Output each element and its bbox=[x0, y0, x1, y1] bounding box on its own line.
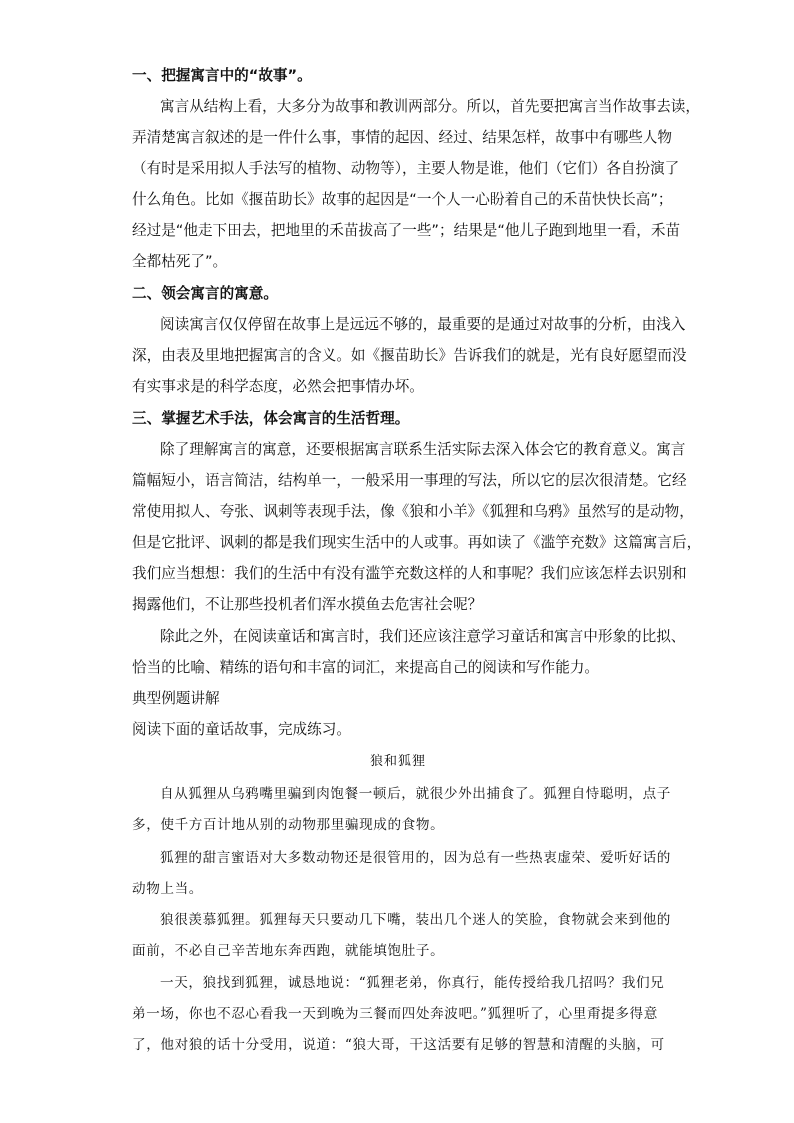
paragraph-line: 全都枯死了”。 bbox=[132, 253, 228, 270]
paragraph-line: 我们应当想想：我们的生活中有没有滥竽充数这样的人和事呢？我们应该怎样去识别和 bbox=[132, 565, 687, 582]
paragraph-line: 有实事求是的科学态度，必然会把事情办坏。 bbox=[132, 378, 424, 395]
section-heading-1: 一、把握寓言中的“故事”。 bbox=[132, 67, 312, 84]
story-line: 自从狐狸从乌鸦嘴里骗到肉饱餐一顿后，就很少外出捕食了。狐狸自恃聪明，点子 bbox=[160, 786, 671, 802]
section-heading-2: 二、领会寓言的寓意。 bbox=[132, 285, 278, 302]
paragraph-line: 但是它批评、讽刺的都是我们现实生活中的人或事。再如读了《滥竽充数》这篇寓言后， bbox=[132, 534, 702, 551]
paragraph-line: 除此之外，在阅读童话和寓言时，我们还应该注意学习童话和寓言中形象的比拟、 bbox=[160, 628, 686, 645]
instruction-text: 阅读下面的童话故事，完成练习。 bbox=[132, 721, 351, 738]
section-heading-3: 三、掌握艺术手法，体会寓言的生活哲理。 bbox=[132, 410, 410, 427]
story-line: 了，他对狼的话十分受用，说道：“狼大哥，干这活要有足够的智慧和清醒的头脑，可 bbox=[132, 1037, 665, 1053]
story-line: 多，使千方百计地从别的动物那里骗现成的食物。 bbox=[132, 817, 445, 833]
story-line: 弟一场，你也不忍心看我一天到晚为三餐而四处奔波吧。”狐狸听了，心里甭提多得意 bbox=[132, 1006, 658, 1022]
paragraph-line: 什么角色。比如《揠苗助长》故事的起因是“一个人一心盼着自己的禾苗快快长高”； bbox=[132, 191, 673, 208]
paragraph-line: 寓言从结构上看，大多分为故事和教训两部分。所以，首先要把寓言当作故事去读， bbox=[160, 98, 700, 115]
story-line: 狼很羡慕狐狸。狐狸每天只要动几下嘴，装出几个迷人的笑脸，食物就会来到他的 bbox=[160, 912, 671, 928]
story-title: 狼和狐狸 bbox=[370, 754, 427, 769]
paragraph-line: 恰当的比喻、精练的语句和丰富的词汇，来提高自己的阅读和写作能力。 bbox=[132, 659, 600, 676]
examples-heading: 典型例题讲解 bbox=[132, 690, 220, 707]
paragraph-line: 深，由表及里地把握寓言的含义。如《揠苗助长》告诉我们的就是，光有良好愿望而没 bbox=[132, 347, 687, 364]
story-line: 狐狸的甜言蜜语对大多数动物还是很管用的，因为总有一些热衷虚荣、爱听好话的 bbox=[160, 850, 671, 866]
story-line: 一天，狼找到狐狸，诚恳地说：“狐狸老弟，你真行，能传授给我几招吗？我们兄 bbox=[160, 975, 665, 991]
paragraph-line: 揭露他们，不让那些投机者们浑水摸鱼去危害社会呢？ bbox=[132, 596, 483, 613]
paragraph-line: 经过是“他走下田去，把地里的禾苗拔高了一些”；结果是“他儿子跑到地里一看，禾苗 bbox=[132, 222, 681, 239]
paragraph-line: 弄清楚寓言叙述的是一件什么事，事情的起因、经过、结果怎样，故事中有哪些人物 bbox=[132, 129, 672, 146]
paragraph-line: 阅读寓言仅仅停留在故事上是远远不够的，最重要的是通过对故事的分析，由浅入 bbox=[160, 316, 686, 333]
story-line: 面前，不必自己辛苦地东奔西跑，就能填饱肚子。 bbox=[132, 943, 445, 959]
paragraph-line: （有时是采用拟人手法写的植物、动物等），主要人物是谁，他们（它们）各自扮演了 bbox=[132, 160, 680, 177]
paragraph-line: 常使用拟人、夸张、讽刺等表现手法，像《狼和小羊》《狐狸和乌鸦》虽然写的是动物， bbox=[132, 503, 694, 520]
paragraph-line: 篇幅短小，语言简洁，结构单一，一般采用一事理的写法，所以它的层次很清楚。它经 bbox=[132, 472, 687, 489]
story-line: 动物上当。 bbox=[132, 881, 203, 897]
paragraph-line: 除了理解寓言的寓意，还要根据寓言联系生活实际去深入体会它的教育意义。寓言 bbox=[160, 441, 686, 458]
